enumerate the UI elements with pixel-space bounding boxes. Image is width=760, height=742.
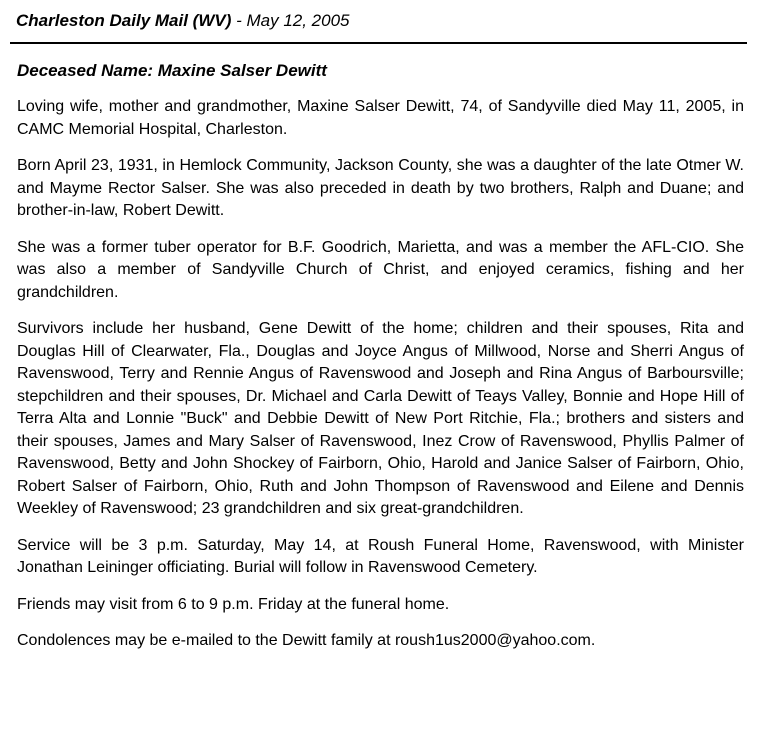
paragraph-survivors: Survivors include her husband, Gene Dewitt of the home; children and their spouses, Rita and Douglas Hill of Clearwater, Fla., Douglas and Joyce Angus of Millwood, Norse and Sherri Angus of Ravenswood, Terry and Rennie Angus of Ravenswood and Joseph and Rina Angus of Barboursville; stepchildren and their spouses, Dr. Michael and Carla Dewitt of Teays Valley, Bonnie and Hope Hill of Terra Alta and Lonnie "Buck" and Debbie Dewitt of New Port Ritchie, Fla.; brothers and sisters and their spouses, James and Mary Salser of Ravenswood, Inez Crow of Ravenswood, Phyllis Palmer of Ravenswood, Betty and John Shockey of Fairborn, Ohio, Harold and Janice Salser of Fairborn, Ohio, Robert Salser of Fairborn, Ohio, Ruth and John Thompson of Ravenswood and Eilene and Dennis Weekley of Ravenswood; 23 grandchildren and six great-grandchildren. <box>17 320 744 517</box>
masthead <box>16 10 747 32</box>
header-divider <box>10 42 747 44</box>
paragraph-service: Service will be 3 p.m. Saturday, May 14, at Roush Funeral Home, Ravenswood, with Minister Jonathan Leininger officiating. Burial will follow in Ravenswood Cemetery. <box>17 536 744 576</box>
masthead-separator: - <box>231 11 247 30</box>
deceased-name-heading: Deceased Name: Maxine Salser Dewitt <box>17 61 327 80</box>
newspaper-name: Charleston Daily Mail (WV) <box>16 11 232 30</box>
paragraph-intro: Loving wife, mother and grandmother, Maxine Salser Dewitt, 74, of Sandyville died May 11, 2005, in CAMC Memorial Hospital, Charleston. <box>17 98 744 138</box>
paragraph-visitation: Friends may visit from 6 to 9 p.m. Friday at the funeral home. <box>17 595 450 613</box>
paragraph-birth: Born April 23, 1931, in Hemlock Community, Jackson County, she was a daughter of the late Otmer W. and Mayme Rector Salser. She was also preceded in death by two brothers, Ralph and Duane; and brother-in-law, Robert Dewitt. <box>17 157 744 219</box>
publication-date: May 12, 2005 <box>246 11 350 30</box>
obituary-body <box>17 96 744 667</box>
paragraph-career: She was a former tuber operator for B.F. Goodrich, Marietta, and was a member the AFL-CIO. She was also a member of Sandyville Church of Christ, and enjoyed ceramics, fishing and her grandchildren. <box>17 238 744 301</box>
paragraph-condolences: Condolences may be e-mailed to the Dewitt family at roush1us2000@yahoo.com. <box>17 632 596 649</box>
